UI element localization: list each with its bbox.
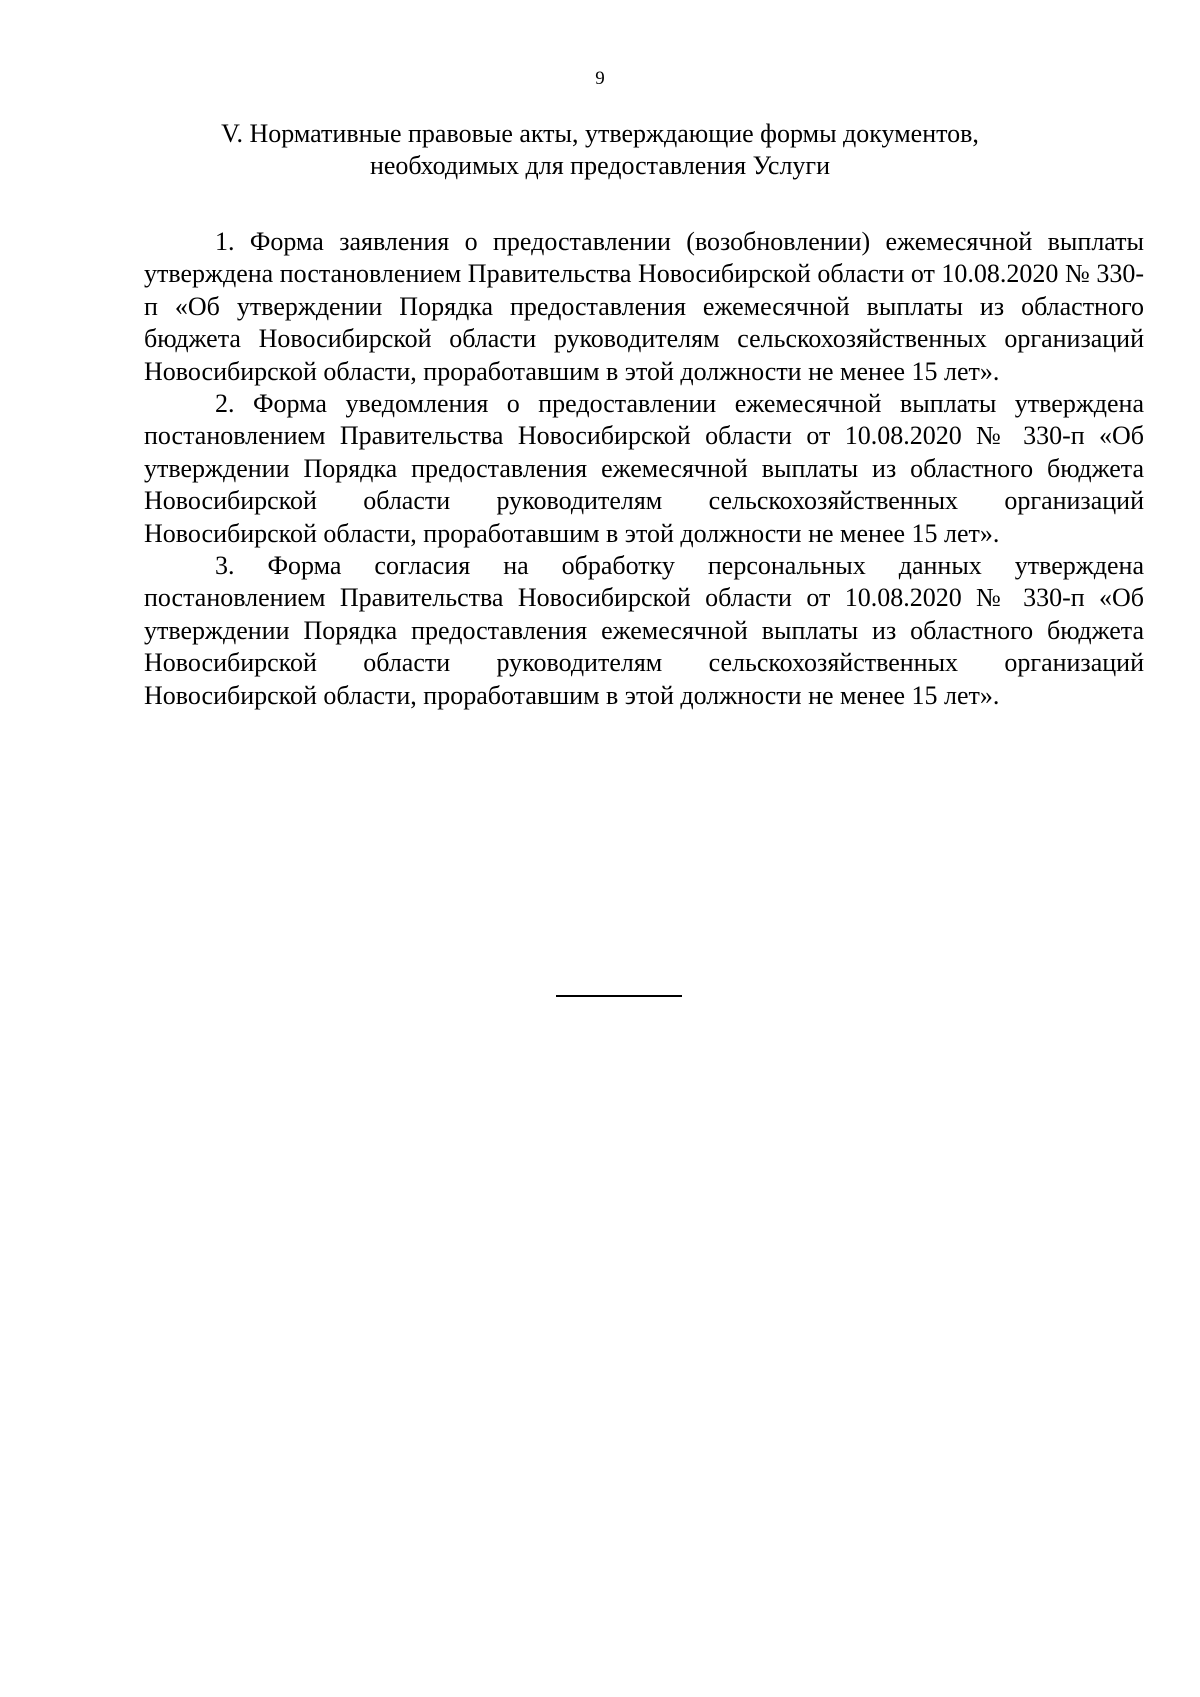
paragraph-1: 1. Форма заявления о предоставлении (возобновлении) ежемесячной выплаты утверждена постановлением Правительства Новосибирской области от 10.08.2020 № 330-п «Об утверждении Порядка предоставления ежемесячной выплаты из областного бюджета Новосибирской области руководителям сельскохозяйственных организаций Новосибирской области, проработавшим в этой должности не менее 15 лет». [144,227,1144,386]
end-of-document-rule [556,995,682,997]
section-title-line-1: V. Нормативные правовые акты, утверждающие формы документов, [221,119,979,148]
paragraph-2: 2. Форма уведомления о предоставлении ежемесячной выплаты утверждена постановлением Правительства Новосибирской области от 10.08.2020 № 330-п «Об утверждении Порядка предоставления ежемесячной выплаты из областного бюджета Новосибирской области руководителям сельскохозяйственных организаций Новосибирской области, проработавшим в этой должности не менее 15 лет». [144,389,1144,548]
body-text [144,226,1144,712]
section-title-line-2: необходимых для предоставления Услуги [369,151,831,180]
section-title [140,118,1060,182]
page-number: 9 [595,68,605,89]
paragraph-3: 3. Форма согласия на обработку персональных данных утверждена постановлением Правительства Новосибирской области от 10.08.2020 № 330-п «Об утверждении Порядка предоставления ежемесячной выплаты из областного бюджета Новосибирской области руководителям сельскохозяйственных организаций Новосибирской области, проработавшим в этой должности не менее 15 лет». [144,551,1144,710]
